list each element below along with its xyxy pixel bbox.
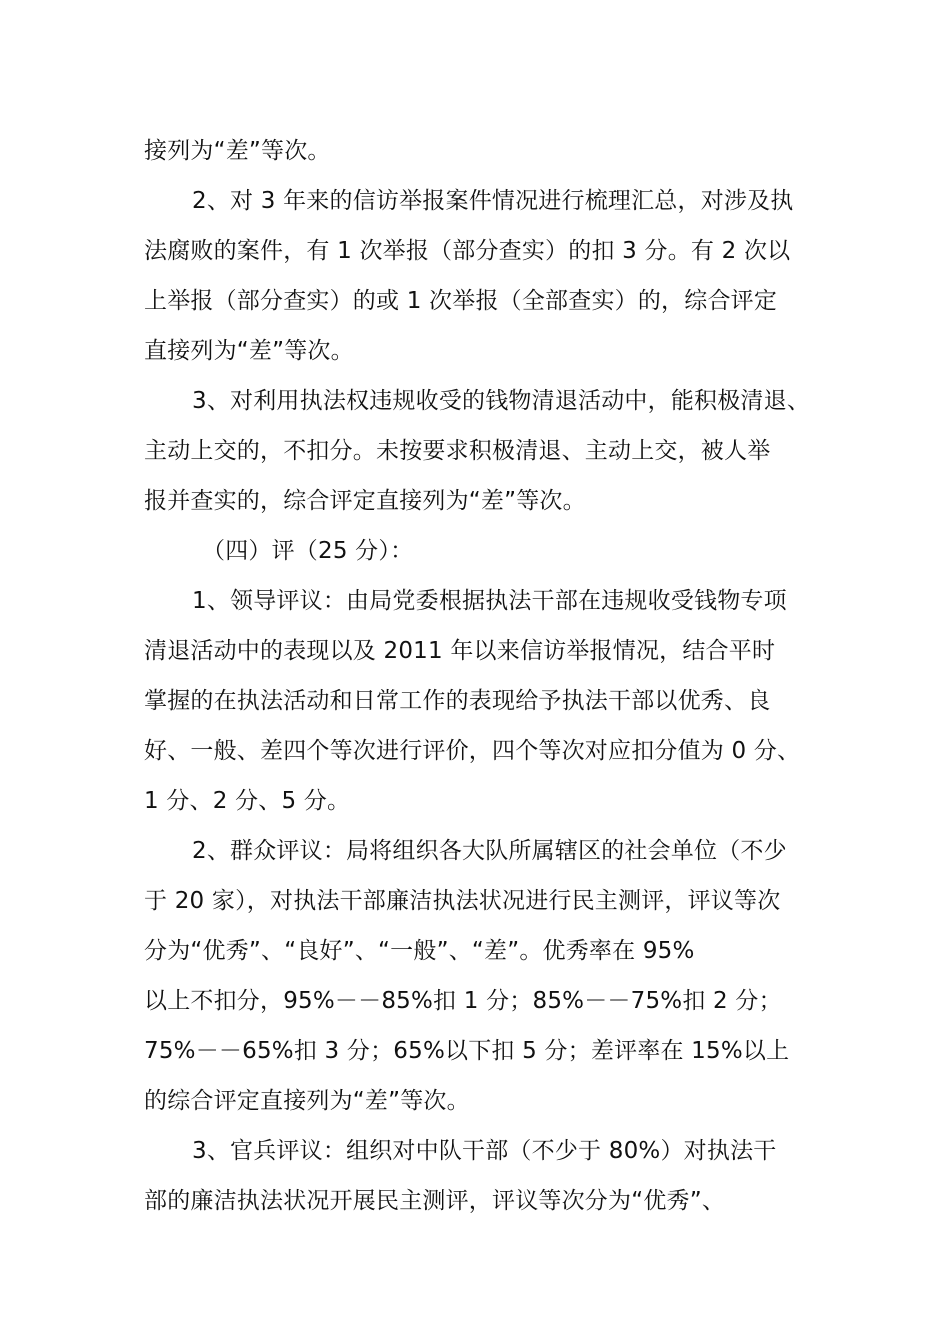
text-line: 主动上交的，不扣分。未按要求积极清退、主动上交，被人举 [144, 438, 771, 464]
paragraph-start-line: 3、官兵评议：组织对中队干部（不少于 80%）对执法干 [192, 1138, 777, 1164]
text-line: 报并查实的，综合评定直接列为“差”等次。 [144, 488, 586, 514]
text-line: 1 分、2 分、5 分。 [144, 788, 351, 814]
text-line: 于 20 家），对执法干部廉洁执法状况进行民主测评，评议等次 [144, 888, 781, 914]
text-line: 直接列为“差”等次。 [144, 338, 354, 364]
paragraph-start-line: 2、群众评议：局将组织各大队所属辖区的社会单位（不少 [192, 838, 787, 864]
text-line: 75%－－65%扣 3 分；65%以下扣 5 分；差评率在 15%以上 [144, 1038, 790, 1064]
paragraph-start-line: 2、对 3 年来的信访举报案件情况进行梳理汇总，对涉及执 [192, 188, 794, 214]
section-heading: （四）评（25 分）： [202, 538, 414, 564]
text-line: 的综合评定直接列为“差”等次。 [144, 1088, 470, 1114]
paragraph-start-line: 3、对利用执法权违规收受的钱物清退活动中，能积极清退、 [192, 388, 811, 414]
text-line: 以上不扣分，95%－－85%扣 1 分；85%－－75%扣 2 分； [144, 988, 782, 1014]
text-line: 上举报（部分查实）的或 1 次举报（全部查实）的，综合评定 [144, 288, 778, 314]
text-line: 接列为“差”等次。 [144, 138, 331, 164]
text-line: 好、一般、差四个等次进行评价，四个等次对应扣分值为 0 分、 [144, 738, 801, 764]
text-line: 清退活动中的表现以及 2011 年以来信访举报情况，结合平时 [144, 638, 776, 664]
text-line: 分为“优秀”、“良好”、“一般”、“差”。优秀率在 95% [144, 938, 695, 964]
paragraph-start-line: 1、领导评议：由局党委根据执法干部在违规收受钱物专项 [192, 588, 787, 614]
text-line: 部的廉洁执法状况开展民主测评，评议等次分为“优秀”、 [144, 1188, 726, 1214]
text-line: 掌握的在执法活动和日常工作的表现给予执法干部以优秀、良 [144, 688, 771, 714]
document-body [144, 126, 816, 1226]
text-line: 法腐败的案件，有 1 次举报（部分查实）的扣 3 分。有 2 次以 [144, 238, 791, 264]
